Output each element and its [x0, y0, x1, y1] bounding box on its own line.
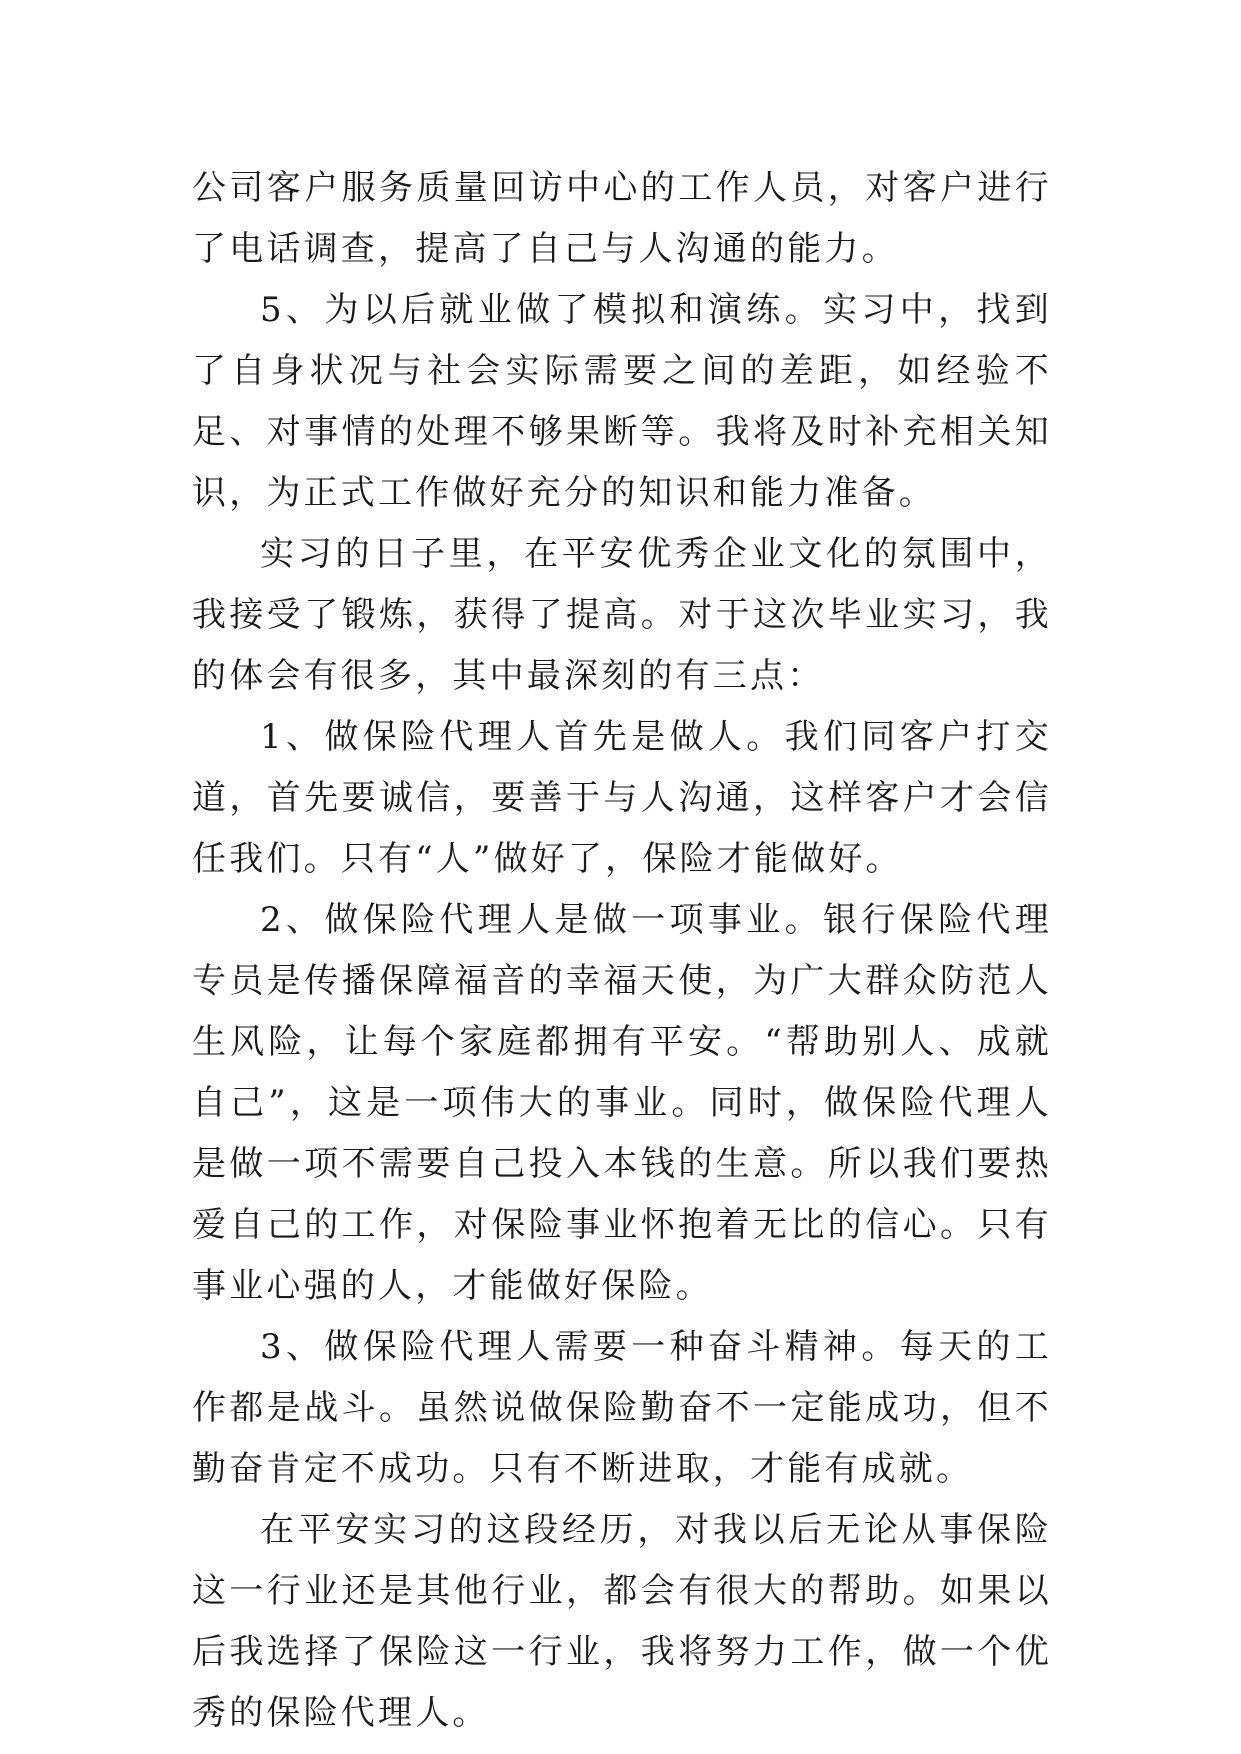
paragraph-internship-summary: 实习的日子里，在平安优秀企业文化的氛围中，我接受了锻炼，获得了提高。对于这次毕业实习，我的体会有很多，其中最深刻的有三点：: [192, 534, 1052, 696]
document-body: [192, 158, 1052, 1744]
paragraph-conclusion: 在平安实习的这段经历，对我以后无论从事保险这一行业还是其他行业，都会有很大的帮助。如果以后我选择了保险这一行业，我将努力工作，做一个优秀的保险代理人。: [192, 1510, 1052, 1733]
paragraph-continuation: 公司客户服务质量回访中心的工作人员，对客户进行了电话调查，提高了自己与人沟通的能力。: [192, 168, 1052, 269]
paragraph-lesson-2: 2、做保险代理人是做一项事业。银行保险代理专员是传播保障福音的幸福天使，为广大群众防范人生风险，让每个家庭都拥有平安。“帮助别人、成就自己”，这是一项伟大的事业。同时，做保险代理人是做一项不需要自己投入本钱的生意。所以我们要热爱自己的工作，对保险事业怀抱着无比的信心。只有事业心强的人，才能做好保险。: [192, 900, 1052, 1306]
paragraph-lesson-1: 1、做保险代理人首先是做人。我们同客户打交道，首先要诚信，要善于与人沟通，这样客户才会信任我们。只有“人”做好了，保险才能做好。: [192, 717, 1052, 879]
paragraph-point-5: 5、为以后就业做了模拟和演练。实习中，找到了自身状况与社会实际需要之间的差距，如经验不足、对事情的处理不够果断等。我将及时补充相关知识，为正式工作做好充分的知识和能力准备。: [192, 290, 1052, 513]
paragraph-lesson-3: 3、做保险代理人需要一种奋斗精神。每天的工作都是战斗。虽然说做保险勤奋不一定能成功，但不勤奋肯定不成功。只有不断进取，才能有成就。: [192, 1327, 1052, 1489]
